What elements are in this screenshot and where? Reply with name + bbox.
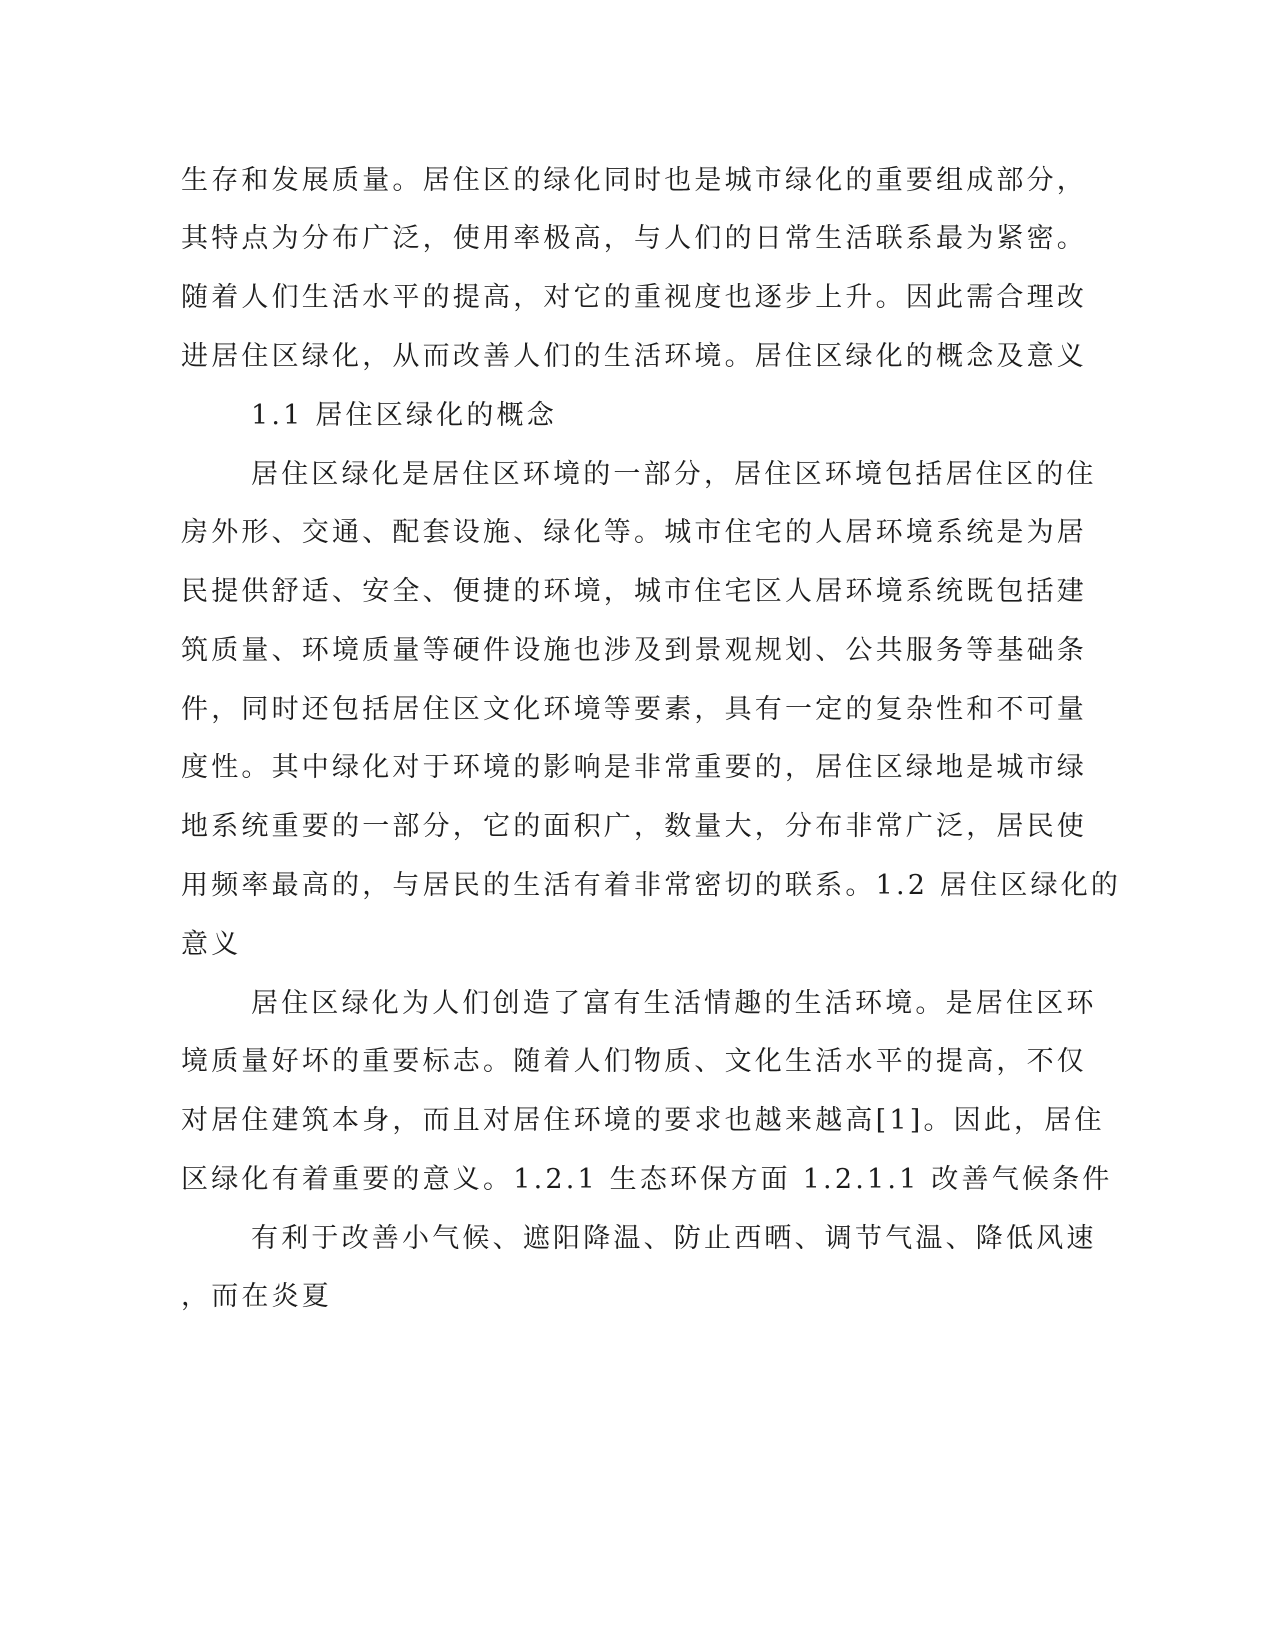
text-line: 有利于改善小气候、遮阳降温、防止西晒、调节气温、降低风速 <box>251 1223 1097 1254</box>
text-line: 随着人们生活水平的提高，对它的重视度也逐步上升。因此需合理改 <box>181 282 1087 313</box>
text-line: ，而在炎夏 <box>181 1281 332 1312</box>
text-line: 地系统重要的一部分，它的面积广，数量大，分布非常广泛，居民使 <box>181 811 1087 842</box>
text-line: 境质量好坏的重要标志。随着人们物质、文化生活水平的提高，不仅 <box>181 1046 1087 1077</box>
text-line: 筑质量、环境质量等硬件设施也涉及到景观规划、公共服务等基础条 <box>181 635 1087 666</box>
text-line: 进居住区绿化，从而改善人们的生活环境。居住区绿化的概念及意义 <box>181 341 1087 372</box>
text-line: 件，同时还包括居住区文化环境等要素，具有一定的复杂性和不可量 <box>181 694 1087 725</box>
text-line: 度性。其中绿化对于环境的影响是非常重要的，居住区绿地是城市绿 <box>181 752 1087 783</box>
text-line: 生存和发展质量。居住区的绿化同时也是城市绿化的重要组成部分， <box>181 165 1087 196</box>
text-line: 房外形、交通、配套设施、绿化等。城市住宅的人居环境系统是为居 <box>181 517 1087 548</box>
text-line: 用频率最高的，与居民的生活有着非常密切的联系。1.2 居住区绿化的 <box>181 870 1122 901</box>
text-line: 其特点为分布广泛，使用率极高，与人们的日常生活联系最为紧密。 <box>181 223 1087 254</box>
text-line: 居住区绿化是居住区环境的一部分，居住区环境包括居住区的住 <box>251 459 1097 490</box>
text-line: 民提供舒适、安全、便捷的环境，城市住宅区人居环境系统既包括建 <box>181 576 1087 607</box>
text-line: 区绿化有着重要的意义。1.2.1 生态环保方面 1.2.1.1 改善气候条件 <box>181 1164 1113 1195</box>
text-line: 居住区绿化为人们创造了富有生活情趣的生活环境。是居住区环 <box>251 988 1097 1019</box>
section-heading: 1.1 居住区绿化的概念 <box>251 400 557 431</box>
text-line: 意义 <box>181 929 242 960</box>
text-line: 对居住建筑本身，而且对居住环境的要求也越来越高[1]。因此，居住 <box>181 1105 1105 1136</box>
